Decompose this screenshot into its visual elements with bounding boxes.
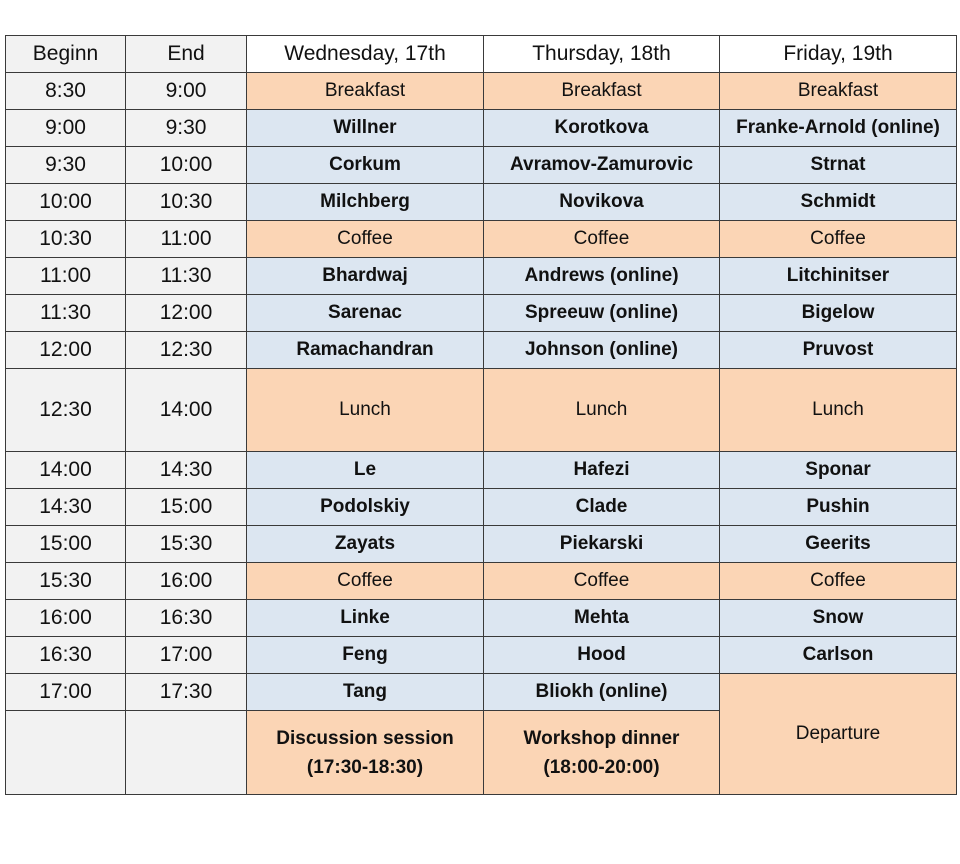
wednesday-slot: Bhardwaj — [247, 258, 484, 295]
friday-slot: Franke-Arnold (online) — [720, 110, 957, 147]
end-time: 10:30 — [126, 184, 247, 221]
begin-time: 17:00 — [6, 674, 126, 711]
header-friday: Friday, 19th — [720, 36, 957, 73]
thursday-slot: Avramov-Zamurovic — [484, 147, 720, 184]
end-time: 15:00 — [126, 489, 247, 526]
end-time: 16:30 — [126, 600, 247, 637]
schedule-row — [6, 147, 957, 184]
end-time: 15:30 — [126, 526, 247, 563]
schedule-row — [6, 452, 957, 489]
begin-time: 11:30 — [6, 295, 126, 332]
begin-time: 12:30 — [6, 369, 126, 452]
wednesday-slot: Milchberg — [247, 184, 484, 221]
friday-slot: Bigelow — [720, 295, 957, 332]
header-end: End — [126, 36, 247, 73]
end-time: 9:30 — [126, 110, 247, 147]
end-time: 12:30 — [126, 332, 247, 369]
header-row — [6, 36, 957, 73]
begin-time: 11:00 — [6, 258, 126, 295]
schedule-row — [6, 110, 957, 147]
schedule-row — [6, 600, 957, 637]
begin-time: 16:00 — [6, 600, 126, 637]
wednesday-slot: Le — [247, 452, 484, 489]
discussion-session-title: Discussion session — [276, 727, 454, 749]
thursday-slot: Coffee — [484, 221, 720, 258]
begin-time: 16:30 — [6, 637, 126, 674]
friday-slot: Coffee — [720, 221, 957, 258]
friday-slot: Carlson — [720, 637, 957, 674]
wednesday-slot: Sarenac — [247, 295, 484, 332]
friday-slot: Schmidt — [720, 184, 957, 221]
workshop-dinner-slot — [484, 711, 720, 795]
friday-slot: Lunch — [720, 369, 957, 452]
wednesday-slot: Coffee — [247, 221, 484, 258]
end-time: 16:00 — [126, 563, 247, 600]
friday-slot: Pruvost — [720, 332, 957, 369]
wednesday-slot: Corkum — [247, 147, 484, 184]
thursday-slot: Hood — [484, 637, 720, 674]
header-thursday: Thursday, 18th — [484, 36, 720, 73]
wednesday-slot: Linke — [247, 600, 484, 637]
thursday-slot: Clade — [484, 489, 720, 526]
wednesday-slot: Feng — [247, 637, 484, 674]
begin-time: 15:30 — [6, 563, 126, 600]
schedule-row — [6, 369, 957, 452]
end-time: 14:00 — [126, 369, 247, 452]
thursday-slot: Novikova — [484, 184, 720, 221]
thursday-slot: Andrews (online) — [484, 258, 720, 295]
thursday-slot: Coffee — [484, 563, 720, 600]
friday-slot: Pushin — [720, 489, 957, 526]
begin-time: 10:00 — [6, 184, 126, 221]
begin-time: 14:00 — [6, 452, 126, 489]
friday-slot: Geerits — [720, 526, 957, 563]
thursday-slot: Korotkova — [484, 110, 720, 147]
wednesday-slot: Zayats — [247, 526, 484, 563]
begin-time: 9:00 — [6, 110, 126, 147]
friday-slot: Coffee — [720, 563, 957, 600]
thursday-slot: Piekarski — [484, 526, 720, 563]
schedule-row — [6, 332, 957, 369]
end-time: 14:30 — [126, 452, 247, 489]
friday-slot: Breakfast — [720, 73, 957, 110]
end-time: 10:00 — [126, 147, 247, 184]
wednesday-slot: Ramachandran — [247, 332, 484, 369]
thursday-slot: Spreeuw (online) — [484, 295, 720, 332]
friday-slot: Snow — [720, 600, 957, 637]
schedule-row — [6, 73, 957, 110]
thursday-slot: Breakfast — [484, 73, 720, 110]
end-time: 17:30 — [126, 674, 247, 711]
empty-begin-cell — [6, 711, 126, 795]
header-begin: Beginn — [6, 36, 126, 73]
schedule-table — [5, 35, 957, 795]
discussion-session-slot — [247, 711, 484, 795]
end-time: 9:00 — [126, 73, 247, 110]
schedule-row — [6, 674, 957, 711]
thursday-slot: Hafezi — [484, 452, 720, 489]
wednesday-slot: Lunch — [247, 369, 484, 452]
friday-slot: Litchinitser — [720, 258, 957, 295]
end-time: 17:00 — [126, 637, 247, 674]
friday-slot: Strnat — [720, 147, 957, 184]
begin-time: 15:00 — [6, 526, 126, 563]
schedule-row — [6, 184, 957, 221]
begin-time: 8:30 — [6, 73, 126, 110]
schedule-row — [6, 526, 957, 563]
thursday-slot: Mehta — [484, 600, 720, 637]
end-time: 11:30 — [126, 258, 247, 295]
schedule-row — [6, 258, 957, 295]
begin-time: 14:30 — [6, 489, 126, 526]
thursday-slot: Bliokh (online) — [484, 674, 720, 711]
wednesday-slot: Coffee — [247, 563, 484, 600]
end-time: 12:00 — [126, 295, 247, 332]
workshop-dinner-title: Workshop dinner — [523, 727, 680, 749]
friday-slot: Sponar — [720, 452, 957, 489]
wednesday-slot: Tang — [247, 674, 484, 711]
wednesday-slot: Podolskiy — [247, 489, 484, 526]
end-time: 11:00 — [126, 221, 247, 258]
schedule-row — [6, 221, 957, 258]
schedule-row — [6, 489, 957, 526]
discussion-session-time: (17:30-18:30) — [306, 756, 424, 778]
schedule-row — [6, 295, 957, 332]
begin-time: 12:00 — [6, 332, 126, 369]
empty-end-cell — [126, 711, 247, 795]
wednesday-slot: Breakfast — [247, 73, 484, 110]
begin-time: 9:30 — [6, 147, 126, 184]
schedule-row — [6, 637, 957, 674]
thursday-slot: Lunch — [484, 369, 720, 452]
friday-departure-slot: Departure — [720, 674, 957, 795]
wednesday-slot: Willner — [247, 110, 484, 147]
schedule-row — [6, 563, 957, 600]
workshop-dinner-time: (18:00-20:00) — [543, 756, 660, 778]
begin-time: 10:30 — [6, 221, 126, 258]
header-wednesday: Wednesday, 17th — [247, 36, 484, 73]
thursday-slot: Johnson (online) — [484, 332, 720, 369]
